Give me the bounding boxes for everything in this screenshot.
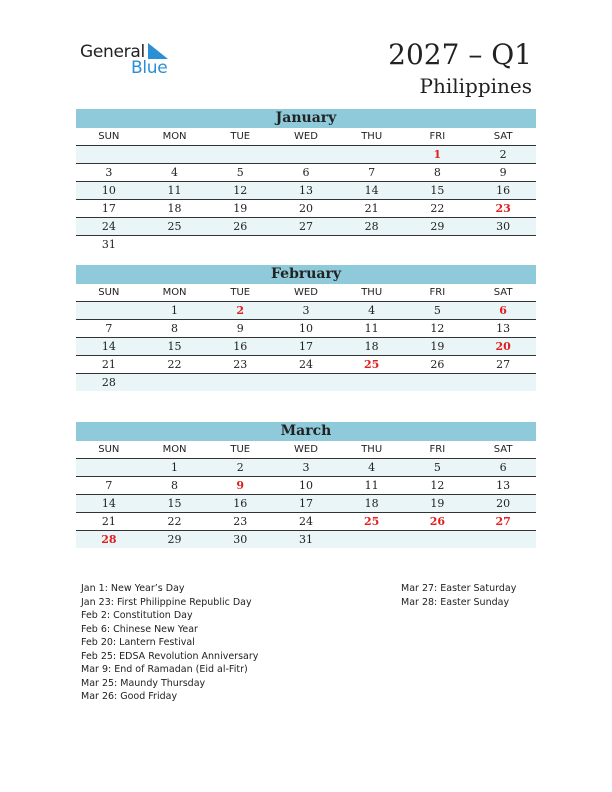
weekday-header: SUN (76, 128, 142, 146)
day-cell: 11 (339, 477, 405, 495)
week-row (76, 477, 536, 495)
day-cell: 26 (405, 356, 471, 374)
brand-line-2: Blue (131, 58, 168, 78)
week-row (76, 374, 536, 392)
empty-day-cell (273, 374, 339, 392)
day-cell: 9 (207, 477, 273, 495)
day-cell: 18 (142, 200, 208, 218)
weekday-header: FRI (405, 284, 471, 302)
day-cell: 6 (273, 164, 339, 182)
empty-day-cell (142, 236, 208, 254)
holiday-note: Mar 28: Easter Sunday (401, 596, 510, 608)
day-cell: 17 (273, 495, 339, 513)
weekday-header: TUE (207, 441, 273, 459)
day-cell: 17 (76, 200, 142, 218)
day-cell: 16 (470, 182, 536, 200)
week-row (76, 356, 536, 374)
day-cell: 21 (76, 513, 142, 531)
day-cell: 4 (339, 302, 405, 320)
day-cell: 18 (339, 495, 405, 513)
day-cell: 10 (273, 320, 339, 338)
holiday-notes-list (81, 582, 258, 704)
day-cell: 25 (339, 513, 405, 531)
day-cell: 1 (142, 459, 208, 477)
day-cell: 5 (207, 164, 273, 182)
day-cell: 12 (405, 320, 471, 338)
day-cell: 4 (339, 459, 405, 477)
calendar-grid (76, 284, 536, 391)
holiday-notes-list-right (401, 582, 516, 609)
day-cell: 19 (405, 338, 471, 356)
day-cell: 31 (273, 531, 339, 549)
weekday-header: WED (273, 441, 339, 459)
month-name: March (76, 422, 536, 441)
day-cell: 4 (142, 164, 208, 182)
day-cell: 2 (470, 146, 536, 164)
weekday-header: SUN (76, 284, 142, 302)
day-cell: 20 (470, 338, 536, 356)
day-cell: 15 (405, 182, 471, 200)
brand-logo (80, 40, 180, 80)
day-cell: 24 (76, 218, 142, 236)
day-cell: 13 (273, 182, 339, 200)
week-row (76, 218, 536, 236)
day-cell: 7 (76, 477, 142, 495)
weekday-header: SAT (470, 441, 536, 459)
day-cell: 26 (405, 513, 471, 531)
day-cell: 23 (207, 356, 273, 374)
day-cell: 9 (207, 320, 273, 338)
week-row (76, 200, 536, 218)
empty-day-cell (405, 374, 471, 392)
day-cell: 7 (339, 164, 405, 182)
empty-day-cell (142, 146, 208, 164)
day-cell: 17 (273, 338, 339, 356)
day-cell: 22 (142, 513, 208, 531)
day-cell: 18 (339, 338, 405, 356)
day-cell: 29 (405, 218, 471, 236)
day-cell: 6 (470, 459, 536, 477)
empty-day-cell (405, 531, 471, 549)
day-cell: 3 (273, 302, 339, 320)
holiday-note: Mar 25: Maundy Thursday (81, 677, 206, 689)
day-cell: 10 (273, 477, 339, 495)
day-cell: 15 (142, 338, 208, 356)
empty-day-cell (273, 236, 339, 254)
day-cell: 25 (142, 218, 208, 236)
day-cell: 21 (76, 356, 142, 374)
day-cell: 30 (470, 218, 536, 236)
day-cell: 28 (76, 374, 142, 392)
day-cell: 13 (470, 320, 536, 338)
weekday-header: SUN (76, 441, 142, 459)
empty-day-cell (339, 374, 405, 392)
day-cell: 19 (207, 200, 273, 218)
calendar-grid (76, 128, 536, 253)
day-cell: 6 (470, 302, 536, 320)
empty-day-cell (207, 374, 273, 392)
holiday-note: Mar 26: Good Friday (81, 691, 178, 702)
weekday-header: MON (142, 441, 208, 459)
holiday-note: Mar 9: End of Ramadan (Eid al-Fitr) (81, 664, 248, 675)
day-cell: 10 (76, 182, 142, 200)
day-cell: 2 (207, 459, 273, 477)
day-cell: 2 (207, 302, 273, 320)
empty-day-cell (339, 236, 405, 254)
empty-day-cell (142, 374, 208, 392)
empty-day-cell (470, 531, 536, 549)
day-cell: 1 (405, 146, 471, 164)
weekday-header: TUE (207, 284, 273, 302)
weekday-header: FRI (405, 441, 471, 459)
day-cell: 27 (470, 513, 536, 531)
day-cell: 11 (339, 320, 405, 338)
day-cell: 14 (76, 338, 142, 356)
week-row (76, 459, 536, 477)
holiday-note: Jan 1: New Year’s Day (81, 583, 185, 594)
day-cell: 12 (207, 182, 273, 200)
holiday-note: Jan 23: First Philippine Republic Day (81, 596, 252, 608)
day-cell: 27 (470, 356, 536, 374)
day-cell: 23 (470, 200, 536, 218)
week-row (76, 302, 536, 320)
weekday-header: THU (339, 441, 405, 459)
week-row (76, 495, 536, 513)
empty-day-cell (339, 531, 405, 549)
week-row (76, 164, 536, 182)
day-cell: 20 (273, 200, 339, 218)
day-cell: 16 (207, 495, 273, 513)
week-row (76, 531, 536, 549)
empty-day-cell (470, 236, 536, 254)
weekday-header: TUE (207, 128, 273, 146)
day-cell: 11 (142, 182, 208, 200)
weekday-header: THU (339, 128, 405, 146)
week-row (76, 146, 536, 164)
day-cell: 9 (470, 164, 536, 182)
month-block-february (76, 265, 536, 391)
day-cell: 26 (207, 218, 273, 236)
week-row (76, 320, 536, 338)
country-name: Philippines (419, 74, 532, 98)
day-cell: 28 (339, 218, 405, 236)
day-cell: 5 (405, 302, 471, 320)
empty-day-cell (207, 146, 273, 164)
empty-day-cell (76, 459, 142, 477)
holiday-note: Feb 2: Constitution Day (81, 610, 193, 621)
week-row (76, 182, 536, 200)
empty-day-cell (339, 146, 405, 164)
weekday-header: FRI (405, 128, 471, 146)
day-cell: 13 (470, 477, 536, 495)
day-cell: 27 (273, 218, 339, 236)
page-title: 2027 – Q1 (388, 38, 532, 71)
day-cell: 12 (405, 477, 471, 495)
empty-day-cell (76, 302, 142, 320)
month-block-january (76, 109, 536, 253)
holiday-note: Feb 20: Lantern Festival (81, 637, 195, 648)
holiday-note: Feb 25: EDSA Revolution Anniversary (81, 650, 259, 662)
week-row (76, 513, 536, 531)
day-cell: 8 (142, 320, 208, 338)
day-cell: 29 (142, 531, 208, 549)
week-row (76, 338, 536, 356)
brand-line-1: General (80, 42, 145, 62)
weekday-header: SAT (470, 284, 536, 302)
weekday-header: MON (142, 128, 208, 146)
empty-day-cell (470, 374, 536, 392)
month-name: January (76, 109, 536, 128)
day-cell: 25 (339, 356, 405, 374)
day-cell: 24 (273, 356, 339, 374)
day-cell: 24 (273, 513, 339, 531)
day-cell: 19 (405, 495, 471, 513)
day-cell: 1 (142, 302, 208, 320)
empty-day-cell (405, 236, 471, 254)
weekday-header: THU (339, 284, 405, 302)
empty-day-cell (76, 146, 142, 164)
day-cell: 5 (405, 459, 471, 477)
day-cell: 3 (76, 164, 142, 182)
weekday-header: WED (273, 128, 339, 146)
day-cell: 14 (76, 495, 142, 513)
holiday-note: Mar 27: Easter Saturday (401, 583, 517, 594)
month-name: February (76, 265, 536, 284)
day-cell: 22 (405, 200, 471, 218)
day-cell: 8 (142, 477, 208, 495)
day-cell: 28 (76, 531, 142, 549)
day-cell: 16 (207, 338, 273, 356)
day-cell: 30 (207, 531, 273, 549)
day-cell: 7 (76, 320, 142, 338)
weekday-header: WED (273, 284, 339, 302)
day-cell: 8 (405, 164, 471, 182)
day-cell: 20 (470, 495, 536, 513)
week-row (76, 236, 536, 254)
day-cell: 15 (142, 495, 208, 513)
calendar-grid (76, 441, 536, 548)
day-cell: 31 (101, 238, 116, 251)
day-cell: 21 (339, 200, 405, 218)
month-block-march (76, 422, 536, 548)
day-cell: 14 (339, 182, 405, 200)
day-cell: 3 (273, 459, 339, 477)
empty-day-cell (207, 236, 273, 254)
day-cell: 22 (142, 356, 208, 374)
weekday-header: SAT (470, 128, 536, 146)
weekday-header: MON (142, 284, 208, 302)
holiday-note: Feb 6: Chinese New Year (81, 623, 198, 635)
day-cell: 23 (207, 513, 273, 531)
empty-day-cell (273, 146, 339, 164)
